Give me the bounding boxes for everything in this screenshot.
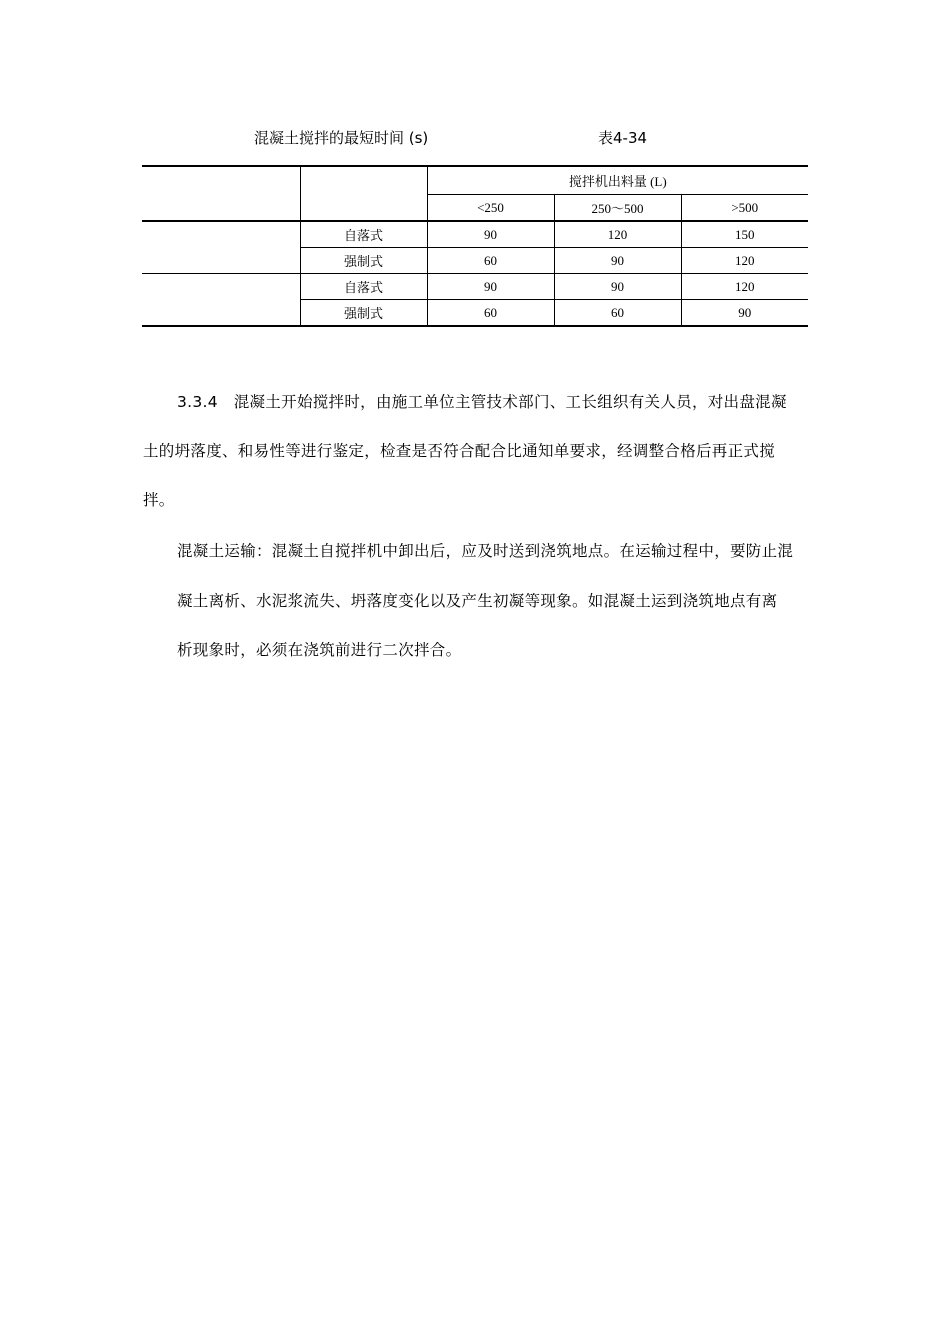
header-blank-2 <box>300 166 427 221</box>
group-header: 搅拌机出料量 (L) <box>427 166 808 195</box>
row-group-blank <box>142 221 300 274</box>
table-caption: 混凝土搅拌的最短时间 (s) <box>254 129 429 147</box>
column-header: 250～500 <box>554 195 681 222</box>
cell: 60 <box>427 300 554 327</box>
cell: 120 <box>554 221 681 248</box>
paragraph-line: 拌。 <box>143 491 175 509</box>
cell: 90 <box>427 274 554 300</box>
table-row <box>142 274 808 300</box>
cell: 60 <box>427 248 554 274</box>
cell: 90 <box>554 274 681 300</box>
cell: 90 <box>681 300 808 327</box>
cell: 120 <box>681 274 808 300</box>
mixer-type: 自落式 <box>300 221 427 248</box>
mixer-type: 自落式 <box>300 274 427 300</box>
cell: 90 <box>427 221 554 248</box>
table-row <box>142 221 808 248</box>
cell: 120 <box>681 248 808 274</box>
cell: 90 <box>554 248 681 274</box>
table-number: 表4-34 <box>598 129 648 147</box>
header-blank-1 <box>142 166 300 221</box>
mixer-type: 强制式 <box>300 248 427 274</box>
column-header: <250 <box>427 195 554 222</box>
column-header: >500 <box>681 195 808 222</box>
cell: 60 <box>554 300 681 327</box>
paragraph-line: 土的坍落度、和易性等进行鉴定，检查是否符合配合比通知单要求，经调整合格后再正式搅 <box>143 442 776 460</box>
paragraph-line: 3.3.4 混凝土开始搅拌时，由施工单位主管技术部门、工长组织有关人员，对出盘混凝 <box>177 393 787 411</box>
paragraph-line: 混凝土运输：混凝土自搅拌机中卸出后，应及时送到浇筑地点。在运输过程中，要防止混 <box>177 542 794 560</box>
paragraph-line: 析现象时，必须在浇筑前进行二次拌合。 <box>177 641 462 659</box>
mixing-time-table <box>142 165 808 327</box>
row-group-blank <box>142 274 300 327</box>
cell: 150 <box>681 221 808 248</box>
mixer-type: 强制式 <box>300 300 427 327</box>
paragraph-line: 凝土离析、水泥浆流失、坍落度变化以及产生初凝等现象。如混凝土运到浇筑地点有离 <box>177 592 778 610</box>
